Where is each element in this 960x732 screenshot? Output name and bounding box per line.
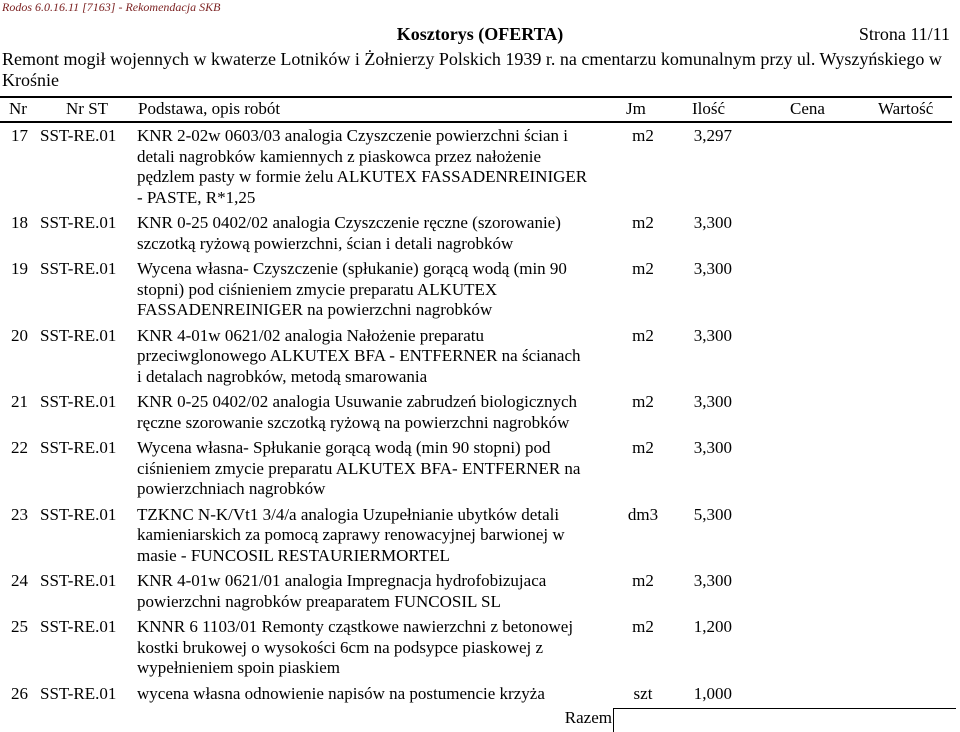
description-line: Wycena własna- Spłukanie gorącą wodą (min 90 stopni) pod <box>137 438 551 457</box>
row-quantity: 3,300 <box>693 259 732 278</box>
row-description <box>137 684 615 705</box>
description-line: Wycena własna- Czyszczenie (spłukanie) gorącą wodą (min 90 <box>137 259 567 278</box>
description-line: stopni) pod ciśnieniem zmycie preparatu ALKUTEX <box>137 279 498 299</box>
description-line: KNR 0-25 0402/02 analogia Czyszczenie ręczne (szorowanie) <box>137 213 561 232</box>
table-row <box>0 505 960 567</box>
row-spec-code: SST-RE.01 <box>40 259 117 278</box>
table-row <box>0 617 960 679</box>
description-line: KNR 0-25 0402/02 analogia Usuwanie zabrudzeń biologicznych <box>137 392 577 411</box>
row-spec-code: SST-RE.01 <box>40 683 117 703</box>
row-unit: dm3 <box>627 504 659 524</box>
table-row <box>0 684 960 705</box>
row-unit: m2 <box>632 213 654 232</box>
row-number: 21 <box>11 392 28 411</box>
row-description <box>137 505 615 567</box>
row-number: 23 <box>11 504 28 524</box>
column-basis: Podstawa, opis robót <box>138 99 281 118</box>
row-number: 17 <box>11 126 28 145</box>
row-description <box>137 126 615 208</box>
description-line: wypełnieniem spoin piaskiem <box>137 658 341 677</box>
description-line: KNR 4-01w 0621/02 analogia Nałożenie preparatu <box>137 325 484 345</box>
row-unit: m2 <box>632 325 654 345</box>
column-unit: Jm <box>626 99 646 118</box>
row-quantity: 1,000 <box>693 683 732 703</box>
column-value: Wartość <box>878 99 934 118</box>
description-line: pędzlem pasty w formie żelu ALKUTEX FASSADENREINIGER <box>137 167 588 186</box>
row-spec-code: SST-RE.01 <box>40 571 117 590</box>
row-number: 26 <box>11 683 28 703</box>
row-description <box>137 617 615 679</box>
description-line: ciśnieniem zmycie preparatu ALKUTEX BFA- ENTFERNER na <box>137 458 581 478</box>
row-quantity: 3,300 <box>693 325 732 345</box>
table-row <box>0 213 960 254</box>
description-line: KNNR 6 1103/01 Remonty cząstkowe nawierzchni z betonowej <box>137 617 574 636</box>
row-number: 22 <box>11 438 28 457</box>
page-number: Strona 11/11 <box>858 24 950 44</box>
row-quantity: 1,200 <box>693 617 732 636</box>
row-unit: szt <box>633 683 653 703</box>
description-line: kostki brukowej o wysokości 6cm na podsypce piaskowej z <box>137 637 544 657</box>
description-line: masie - FUNCOSIL RESTAURIERMORTEL <box>137 545 450 565</box>
row-spec-code: SST-RE.01 <box>40 504 117 524</box>
row-description <box>137 392 615 433</box>
row-spec-code: SST-RE.01 <box>40 438 117 457</box>
description-line: powierzchniach nagrobków <box>137 479 326 498</box>
row-quantity: 3,300 <box>693 392 732 411</box>
row-spec-code: SST-RE.01 <box>40 213 117 232</box>
column-header-row <box>0 97 960 121</box>
row-spec-code: SST-RE.01 <box>40 617 117 636</box>
description-line: wycena własna odnowienie napisów na postumencie krzyża <box>137 683 545 703</box>
table-row <box>0 392 960 433</box>
column-nr: Nr <box>9 99 27 118</box>
description-line: KNR 4-01w 0621/01 analogia Impregnacja hydrofobizujaca <box>137 571 547 590</box>
document-title: Kosztorys (OFERTA) <box>396 24 564 44</box>
table-row <box>0 126 960 208</box>
row-unit: m2 <box>632 259 654 278</box>
row-spec-code: SST-RE.01 <box>40 392 117 411</box>
row-unit: m2 <box>632 392 654 411</box>
description-line: TZKNC N-K/Vt1 3/4/a analogia Uzupełnianie ubytków detali <box>137 504 560 524</box>
table-row <box>0 259 960 321</box>
row-number: 18 <box>11 213 28 232</box>
subject-line-2: Krośnie <box>2 70 59 90</box>
row-description <box>137 259 615 321</box>
row-unit: m2 <box>632 438 654 457</box>
row-unit: m2 <box>632 617 654 636</box>
table-row <box>0 438 960 500</box>
column-nr-st: Nr ST <box>66 99 109 118</box>
table-row <box>0 326 960 388</box>
description-line: ręczne szorowanie szczotką ryżową na powierzchni nagrobków <box>137 412 570 432</box>
row-description <box>137 571 615 612</box>
description-line: przeciwglonowego ALKUTEX BFA - ENTFERNER na ścianach <box>137 346 581 365</box>
total-label: Razem <box>564 708 612 727</box>
row-number: 24 <box>11 571 28 590</box>
description-line: szczotką ryżową powierzchni, ścian i detali nagrobków <box>137 233 514 253</box>
description-line: FASSADENREINIGER na powierzchni nagrobków <box>137 300 493 319</box>
row-description <box>137 326 615 388</box>
description-line: detali nagrobków kamiennych z piaskowca przez nałożenie <box>137 146 542 166</box>
header-rule-bottom <box>0 121 952 123</box>
column-price: Cena <box>790 99 825 118</box>
description-line: kamieniarskich za pomocą zaprawy renowacyjnej barwionej w <box>137 525 565 544</box>
row-quantity: 3,297 <box>693 126 732 145</box>
row-number: 19 <box>11 259 28 278</box>
row-quantity: 3,300 <box>693 438 732 457</box>
row-quantity: 3,300 <box>693 571 732 590</box>
app-title: Rodos 6.0.16.11 [7163] - Rekomendacja SKB <box>2 0 221 14</box>
column-quantity: Ilość <box>692 99 726 118</box>
table-row <box>0 571 960 612</box>
row-spec-code: SST-RE.01 <box>40 325 117 345</box>
subject-line-1: Remont mogił wojennych w kwaterze Lotników i Żołnierzy Polskich 1939 r. na cmentarzu komunalnym przy ul. Wyszyńskiego w <box>2 49 942 69</box>
description-line: powierzchni nagrobków preaparatem FUNCOSIL SL <box>137 591 501 611</box>
description-line: - PASTE, R*1,25 <box>137 187 256 207</box>
row-description <box>137 213 615 254</box>
row-spec-code: SST-RE.01 <box>40 126 117 145</box>
row-number: 25 <box>11 617 28 636</box>
row-unit: m2 <box>632 571 654 590</box>
row-number: 20 <box>11 325 28 345</box>
header-rule-top <box>0 96 952 98</box>
row-quantity: 5,300 <box>693 504 732 524</box>
row-description <box>137 438 615 500</box>
description-line: i detalach nagrobków, metodą smarowania <box>137 366 428 386</box>
description-line: KNR 2-02w 0603/03 analogia Czyszczenie powierzchni ścian i <box>137 126 569 145</box>
total-cell <box>613 708 956 732</box>
row-unit: m2 <box>632 126 654 145</box>
subject-text <box>2 49 952 91</box>
row-quantity: 3,300 <box>693 213 732 232</box>
